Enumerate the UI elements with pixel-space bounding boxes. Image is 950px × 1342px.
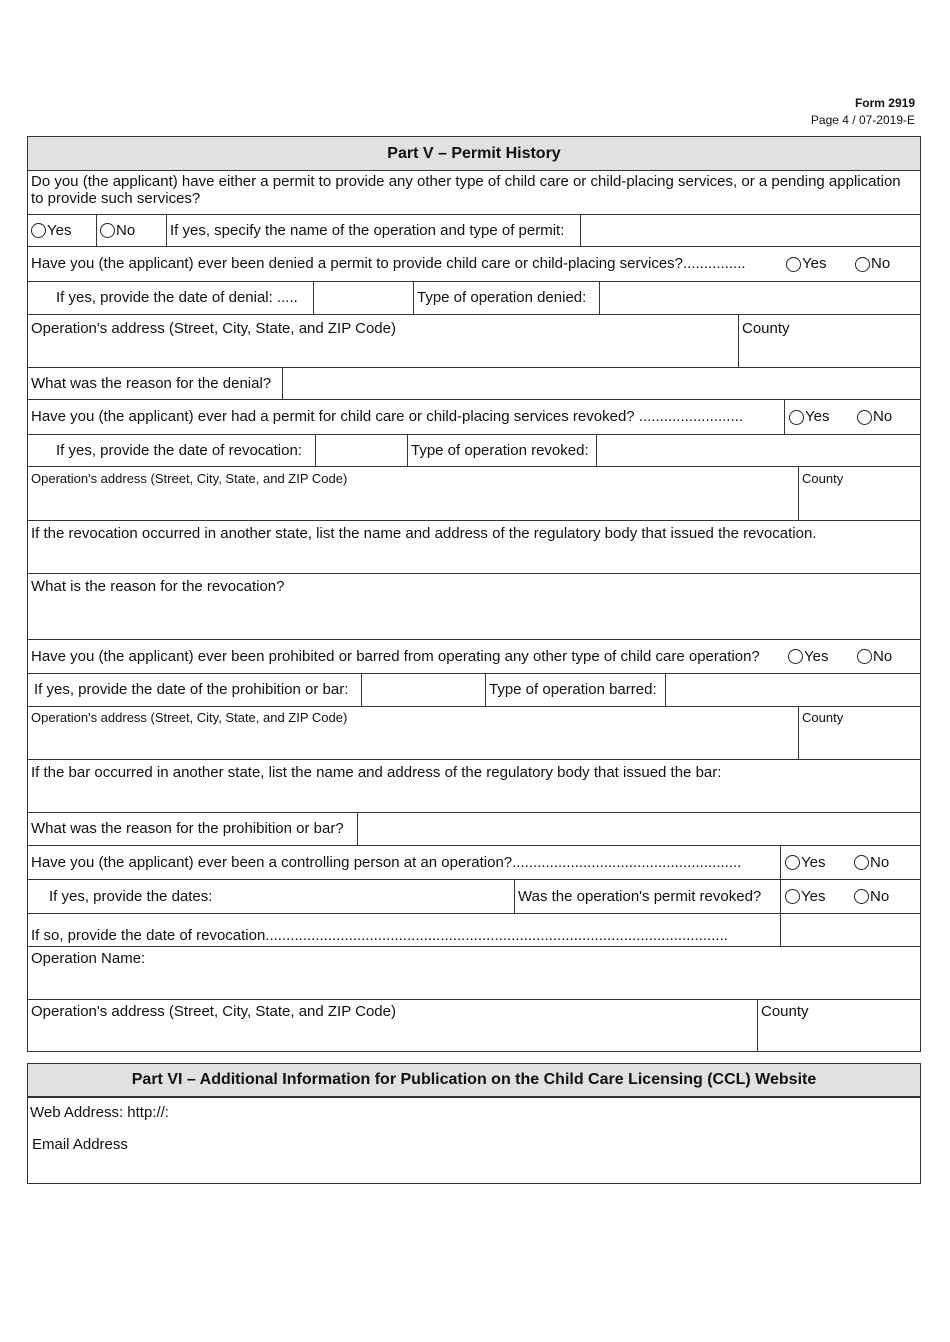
reason-bar-label: What was the reason for the prohibition or bar? xyxy=(27,812,358,846)
type-denied-label: Type of operation denied: xyxy=(413,281,600,315)
denied-county-field[interactable]: County xyxy=(738,314,921,368)
revocation-date2-label: If so, provide the date of revocation............................................................................................................... xyxy=(27,913,781,947)
denied-no-option[interactable]: No xyxy=(855,255,890,273)
operation-name-field[interactable]: Operation Name: xyxy=(27,946,921,1000)
bar-date-field[interactable] xyxy=(361,673,486,707)
web-address-field[interactable]: Web Address: http://: xyxy=(30,1104,169,1121)
denial-date-label: If yes, provide the date of denial: ..... xyxy=(27,281,314,315)
controlling-county-field[interactable]: County xyxy=(757,999,921,1052)
part5-title: Part V – Permit History xyxy=(27,136,921,171)
revoked-address-field[interactable]: Operation's address (Street, City, State, and ZIP Code) xyxy=(27,466,799,521)
controlling-no-option[interactable]: No xyxy=(854,854,889,872)
barred-address-field[interactable]: Operation's address (Street, City, State, and ZIP Code) xyxy=(27,706,799,760)
barred-no-option[interactable]: No xyxy=(857,648,892,666)
barred-county-field[interactable]: County xyxy=(798,706,921,760)
reason-denial-field[interactable] xyxy=(282,367,921,400)
permit-revoked-no-option[interactable]: No xyxy=(854,888,889,906)
specify-label: If yes, specify the name of the operation and type of permit: xyxy=(166,214,581,247)
controlling-options xyxy=(780,845,921,880)
radio-circle-icon xyxy=(854,855,869,870)
reason-denial-label: What was the reason for the denial? xyxy=(27,367,283,400)
revoked-county-field[interactable]: County xyxy=(798,466,921,521)
type-denied-field[interactable] xyxy=(599,281,921,315)
question-controlling: Have you (the applicant) ever been a controlling person at an operation?....................................................... xyxy=(27,845,781,880)
pending-no-option[interactable]: No xyxy=(96,214,167,247)
permit-revoked-label: Was the operation's permit revoked? xyxy=(514,879,781,914)
pending-yes-option[interactable]: Yes xyxy=(27,214,97,247)
radio-circle-icon xyxy=(786,257,801,272)
revoked-no-option[interactable]: No xyxy=(857,408,892,426)
radio-circle-icon xyxy=(100,223,115,238)
revocation-date-field[interactable] xyxy=(315,434,408,467)
radio-circle-icon xyxy=(857,410,872,425)
revocation-date-label: If yes, provide the date of revocation: xyxy=(27,434,316,467)
reason-revocation-field[interactable]: What is the reason for the revocation? xyxy=(27,573,921,640)
denied-address-field[interactable]: Operation's address (Street, City, State, and ZIP Code) xyxy=(27,314,739,368)
type-barred-field[interactable] xyxy=(665,673,921,707)
revoked-yes-option[interactable]: Yes xyxy=(789,408,829,426)
permit-revoked-options xyxy=(780,879,921,914)
radio-circle-icon xyxy=(788,649,803,664)
question-denied-row xyxy=(27,246,921,282)
question-pending-permit: Do you (the applicant) have either a permit to provide any other type of child care or child-placing services, or a pending application to provide such services? xyxy=(27,170,921,215)
question-barred-row xyxy=(27,639,921,674)
controlling-address-field[interactable]: Operation's address (Street, City, State, and ZIP Code) xyxy=(27,999,758,1052)
reason-bar-field[interactable] xyxy=(357,812,921,846)
radio-circle-icon xyxy=(854,889,869,904)
question-revoked: Have you (the applicant) ever had a permit for child care or child-placing services revoked? ......................... xyxy=(27,399,785,435)
radio-circle-icon xyxy=(857,649,872,664)
question-denied: Have you (the applicant) ever been denied a permit to provide child care or child-placing services?............... xyxy=(31,255,746,272)
barred-yes-option[interactable]: Yes xyxy=(788,648,828,666)
radio-circle-icon xyxy=(789,410,804,425)
radio-circle-icon xyxy=(785,855,800,870)
revocation-other-state-field[interactable]: If the revocation occurred in another state, list the name and address of the regulatory body that issued the revocation. xyxy=(27,520,921,574)
bar-date-label: If yes, provide the date of the prohibition or bar: xyxy=(27,673,362,707)
controlling-yes-option[interactable]: Yes xyxy=(785,854,825,872)
type-revoked-field[interactable] xyxy=(596,434,921,467)
form-number: Form 2919 xyxy=(854,96,915,110)
type-barred-label: Type of operation barred: xyxy=(485,673,666,707)
page-number: Page 4 / 07-2019-E xyxy=(810,113,915,127)
type-revoked-label: Type of operation revoked: xyxy=(407,434,597,467)
radio-circle-icon xyxy=(31,223,46,238)
bar-other-state-field[interactable]: If the bar occurred in another state, list the name and address of the regulatory body that issued the bar: xyxy=(27,759,921,813)
part6-box xyxy=(27,1097,921,1184)
email-address-field[interactable]: Email Address xyxy=(32,1136,128,1153)
radio-circle-icon xyxy=(855,257,870,272)
denied-yes-option[interactable]: Yes xyxy=(786,255,826,273)
specify-operation-field[interactable] xyxy=(580,214,921,247)
question-barred: Have you (the applicant) ever been prohibited or barred from operating any other type of child care operation? xyxy=(31,647,760,665)
permit-revoked-yes-option[interactable]: Yes xyxy=(785,888,825,906)
part6-title: Part VI – Additional Information for Publication on the Child Care Licensing (CCL) Website xyxy=(27,1063,921,1097)
provide-dates-field[interactable]: If yes, provide the dates: xyxy=(27,879,515,914)
radio-circle-icon xyxy=(785,889,800,904)
revocation-date2-field[interactable] xyxy=(780,913,921,947)
revoked-options xyxy=(784,399,921,435)
denial-date-field[interactable] xyxy=(313,281,414,315)
